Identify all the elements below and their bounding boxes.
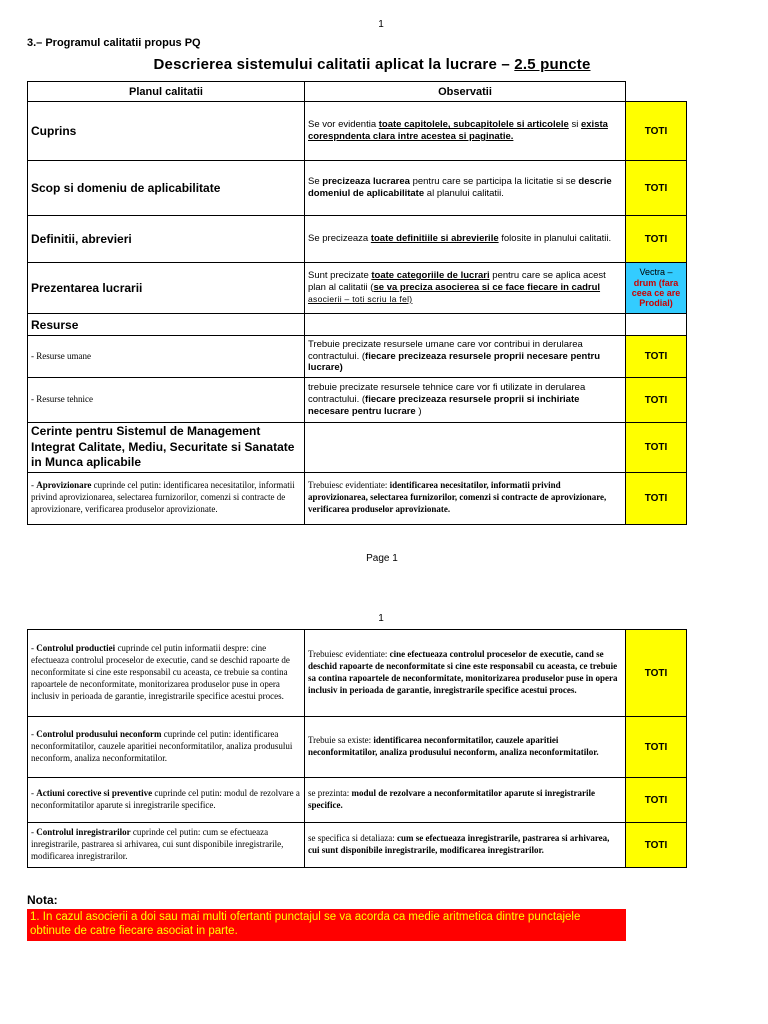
table-row <box>28 263 687 314</box>
score-badge: TOTI <box>626 778 687 823</box>
row-obs-resurse <box>305 314 626 336</box>
row-obs-tehnice: trebuie precizate resursele tehnice care vor fi utilizate in derularea contractului. (fiecare precizeaza resursele proprii si inchiriate necesare pentru lucrare ) <box>305 378 626 423</box>
row-label-aprovizionare: - Aprovizionare cuprinde cel putin: identificarea necesitatilor, informatii privind aprovizionarea, selectarea furnizorilor, comenzi si contracte de aprovizionare, verificarea produselor aprovizionate. <box>28 472 305 524</box>
table-row <box>28 336 687 378</box>
row-score-resurse <box>626 314 687 336</box>
table-row <box>28 423 687 473</box>
row-label-actiuni: - Actiuni corective si preventive cuprinde cel putin: modul de rezolvare a neconformitatilor aparute si inregistrarile specifice. <box>28 778 305 823</box>
table-row <box>28 216 687 263</box>
row-obs-scop: Se precizeaza lucrarea pentru care se participa la licitatie si se descrie domeniul de aplicabilitate al planului calitatii. <box>305 161 626 216</box>
table-row <box>28 778 687 823</box>
score-badge: TOTI <box>626 102 687 161</box>
table-row <box>28 102 687 161</box>
table-header-row <box>28 82 687 102</box>
quality-plan-table-2 <box>27 629 687 868</box>
score-badge: TOTI <box>626 630 687 717</box>
row-obs-cerinte <box>305 423 626 473</box>
page-number-top: 1 <box>378 19 384 30</box>
header-observations: Observatii <box>305 82 626 102</box>
row-label-cuprins: Cuprins <box>28 102 305 161</box>
score-badge: TOTI <box>626 423 687 473</box>
score-badge-vectra: Vectra – drum (fara ceea ce are Prodial) <box>626 263 687 314</box>
row-label-tehnice: - Resurse tehnice <box>28 378 305 423</box>
row-obs-definitii: Se precizeaza toate definitiile si abrevierile folosite in planului calitatii. <box>305 216 626 263</box>
main-title <box>27 56 717 73</box>
nota-label: Nota: <box>27 893 58 907</box>
header-plan: Planul calitatii <box>28 82 305 102</box>
score-badge: TOTI <box>626 717 687 778</box>
score-badge: TOTI <box>626 472 687 524</box>
row-obs-productie: Trebuiesc evidentiate: cine efectueaza controlul proceselor de executie, cand se deschid rapoarte de neconformitate si cine este responsabil cu aceasta, ce trebuie sa contina rapoartele de neconformitate, monitorizarea produselor puse in opera inclusiv in perioada de garantie, inregistrarile specifice acestui proces. <box>305 630 626 717</box>
row-obs-aprovizionare: Trebuiesc evidentiate: identificarea necesitatilor, informatii privind aprovizionarea, selectarea furnizorilor, comenzi si contracte de aprovizionare, verificarea produselor aprovizionate. <box>305 472 626 524</box>
row-label-inregistrari: - Controlul inregistrarilor cuprinde cel putin: cum se efectueaza inregistrarile, pastrarea si arhivarea, cui sunt disponibile inregistrarile, modificarea inregistrarilor. <box>28 823 305 868</box>
row-label-umane: - Resurse umane <box>28 336 305 378</box>
row-label-cerinte: Cerinte pentru Sistemul de Management Integrat Calitate, Mediu, Securitate si Sanatate in Munca aplicabile <box>28 423 305 473</box>
quality-plan-table-1 <box>27 81 687 525</box>
table-row <box>28 378 687 423</box>
table-row <box>28 472 687 524</box>
page-number-top-2: 1 <box>378 613 384 624</box>
page-footer: Page 1 <box>366 553 398 564</box>
table-row <box>28 314 687 336</box>
row-label-productie: - Controlul productiei cuprinde cel putin informatii despre: cine efectueaza controlul proceselor de executie, cand se deschid rapoarte de neconformitate si cine este responsabil cu aceasta, ce trebuie sa contina rapoartele de neconformitate, monitorizarea produselor puse in opera inclusiv in perioada de garantie, inregistrarile specifice acestui proces. <box>28 630 305 717</box>
score-badge: TOTI <box>626 823 687 868</box>
row-obs-cuprins: Se vor evidentia toate capitolele, subcapitolele si articolele si exista corespndenta clara intre acestea si paginatie. <box>305 102 626 161</box>
nota-text: 1. In cazul asocierii a doi sau mai multi ofertanti punctajul se va acorda ca medie aritmetica dintre punctajele obtinute de catre fiecare asociat in parte. <box>27 909 626 941</box>
section-title: 3.– Programul calitatii propus PQ <box>27 37 201 49</box>
score-badge: TOTI <box>626 161 687 216</box>
row-label-prezentare: Prezentarea lucrarii <box>28 263 305 314</box>
row-label-scop: Scop si domeniu de aplicabilitate <box>28 161 305 216</box>
row-label-definitii: Definitii, abrevieri <box>28 216 305 263</box>
score-badge: TOTI <box>626 216 687 263</box>
row-label-resurse: Resurse <box>28 314 305 336</box>
table-row <box>28 717 687 778</box>
main-title-points: 2.5 puncte <box>514 56 591 73</box>
table-row <box>28 630 687 717</box>
score-badge: TOTI <box>626 378 687 423</box>
row-obs-prezentare: Sunt precizate toate categoriile de lucrari pentru care se aplica acest plan al calitatii (se va preciza asocierea si ce face fiecare in cadrul asocierii – toti scriu la fel) <box>305 263 626 314</box>
score-badge: TOTI <box>626 336 687 378</box>
row-obs-neconform: Trebuie sa existe: identificarea neconformitatilor, cauzele aparitiei neconformitatilor, analiza produsului neconform, analiza neconformitatilor. <box>305 717 626 778</box>
main-title-text: Descrierea sistemului calitatii aplicat la lucrare – <box>153 56 515 73</box>
table-row <box>28 823 687 868</box>
row-obs-actiuni: se prezinta: modul de rezolvare a neconformitatilor aparute si inregistrarile specifice. <box>305 778 626 823</box>
header-empty <box>626 82 687 102</box>
row-label-neconform: - Controlul produsului neconform cuprinde cel putin: identificarea neconformitatilor, cauzele aparitiei neconformitatilor, analiza produsului neconform, analiza neconformitatilor. <box>28 717 305 778</box>
row-obs-umane: Trebuie precizate resursele umane care vor contribui in derularea contractului. (fiecare precizeaza resursele proprii necesare pentru lucrare) <box>305 336 626 378</box>
table-row <box>28 161 687 216</box>
row-obs-inregistrari: se specifica si detaliaza: cum se efectueaza inregistrarile, pastrarea si arhivarea, cui sunt disponibile inregistrarile, modificarea inregistrarilor. <box>305 823 626 868</box>
